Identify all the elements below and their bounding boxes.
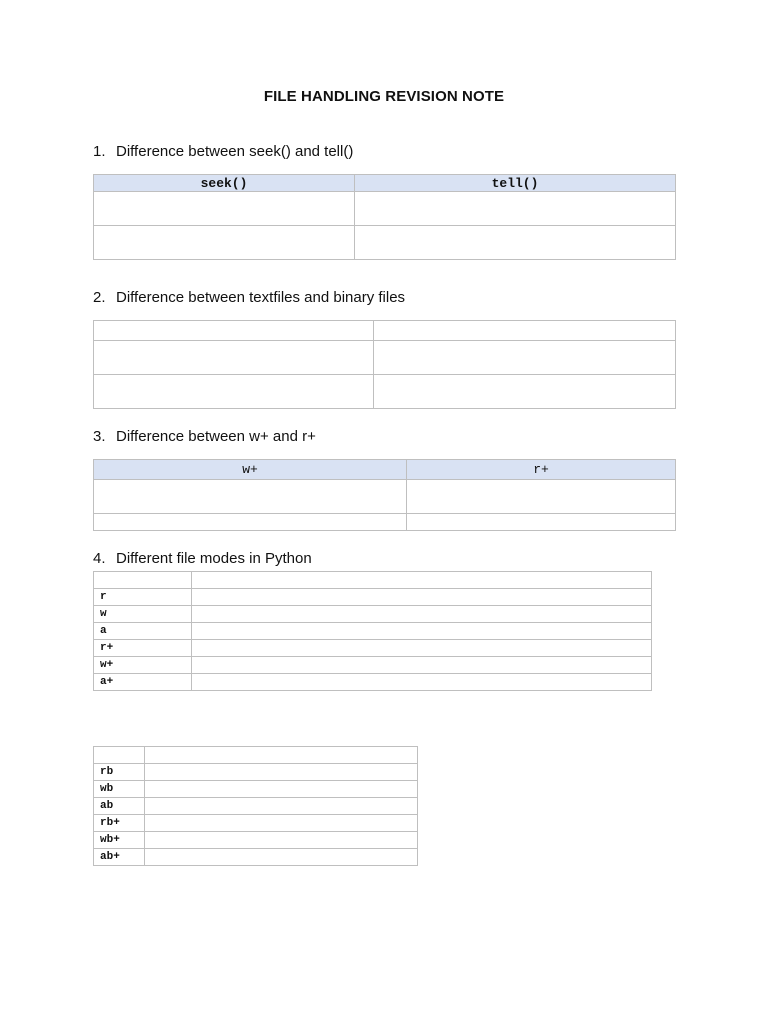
mode-description-cell [145,798,418,815]
mode-cell: a [94,623,192,640]
mode-description-cell [192,640,652,657]
column-header-tell: tell() [355,175,676,192]
table-header-cell [374,321,676,341]
table-cell [407,514,676,531]
mode-cell: ab+ [94,849,145,866]
table-cell [407,480,676,514]
column-header-seek: seek() [94,175,355,192]
table-header-cell [192,572,652,589]
mode-cell: r [94,589,192,606]
page-title: FILE HANDLING REVISION NOTE [263,88,505,105]
section-1-heading [93,143,353,160]
table-cell [94,226,355,260]
table-cell [374,375,676,409]
mode-description-cell [145,832,418,849]
table-cell [374,341,676,375]
mode-cell: w [94,606,192,623]
section-2-heading [93,289,405,306]
section-3-heading [93,428,316,445]
binary-file-modes-table [93,746,418,866]
section-title: Different file modes in Python [116,550,312,567]
mode-description-cell [145,764,418,781]
mode-cell: wb+ [94,832,145,849]
seek-tell-table [93,174,676,260]
table-cell [94,514,407,531]
section-number: 3. [93,428,106,445]
section-title: Difference between seek() and tell() [116,143,354,160]
table-cell [94,375,374,409]
mode-description-cell [192,589,652,606]
wplus-rplus-table [93,459,676,531]
section-title: Difference between textfiles and binary files [116,289,406,306]
table-header-cell [145,747,418,764]
section-number: 4. [93,550,106,567]
section-4-heading [93,550,312,567]
table-header-cell [94,747,145,764]
table-header-cell [94,321,374,341]
mode-description-cell [192,623,652,640]
mode-description-cell [145,849,418,866]
mode-description-cell [192,674,652,691]
mode-cell: a+ [94,674,192,691]
section-title: Difference between w+ and r+ [116,428,316,445]
mode-cell: wb [94,781,145,798]
mode-description-cell [145,815,418,832]
mode-cell: w+ [94,657,192,674]
mode-cell: rb [94,764,145,781]
mode-cell: rb+ [94,815,145,832]
section-number: 1. [93,143,106,160]
mode-cell: ab [94,798,145,815]
text-file-modes-table [93,571,652,691]
mode-description-cell [192,606,652,623]
column-header-wplus: w+ [94,460,407,480]
text-binary-table [93,320,676,409]
section-number: 2. [93,289,106,306]
table-cell [94,341,374,375]
table-cell [355,192,676,226]
table-cell [94,192,355,226]
table-header-cell [94,572,192,589]
table-cell [355,226,676,260]
mode-description-cell [192,657,652,674]
table-cell [94,480,407,514]
mode-cell: r+ [94,640,192,657]
column-header-rplus: r+ [407,460,676,480]
mode-description-cell [145,781,418,798]
